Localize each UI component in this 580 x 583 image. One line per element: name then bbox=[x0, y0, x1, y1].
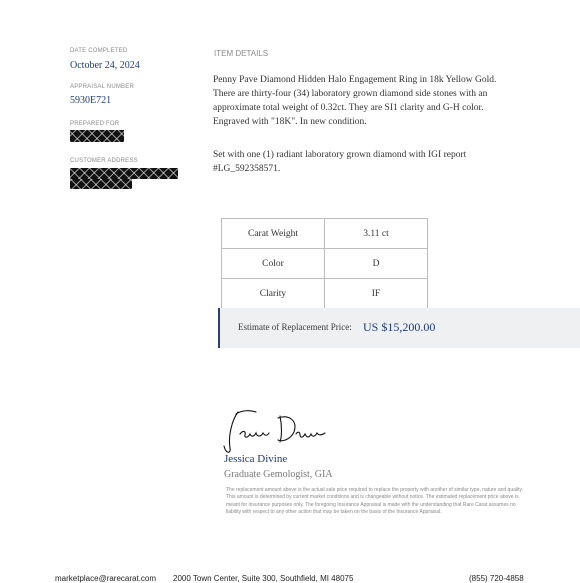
spec-label: Color bbox=[222, 249, 325, 279]
estimate-value: US $15,200.00 bbox=[363, 320, 436, 334]
footer-address: 2000 Town Center, Suite 300, Southfield, MI 48075 bbox=[173, 574, 354, 583]
spec-value: 3.11 ct bbox=[325, 219, 428, 249]
table-row bbox=[222, 219, 428, 249]
appraisal-number-value: 5930E721 bbox=[70, 95, 112, 106]
disclaimer-text: The replacement amount above is the actual sale price required to replace the property with another of similar type, nature and quality. This amount is determined by current market conditions and is changeable without notice. The estimated replacement price above is meant for insurance purposes only. The foregoing Insurance Appraisal is made with the understanding that Rare Carat assumes no liability with respect to any other action that may be taken on the basis of the Insurance Appraisal. bbox=[226, 487, 524, 516]
table-row bbox=[222, 279, 428, 309]
appraisal-number-label: APPRAISAL NUMBER bbox=[70, 84, 134, 90]
item-center-stone: Set with one (1) radiant laboratory grown diamond with IGI report #LG_592358571. bbox=[213, 150, 467, 174]
date-completed-label: DATE COMPLETED bbox=[70, 48, 128, 54]
customer-address-label: CUSTOMER ADDRESS bbox=[70, 158, 138, 164]
estimate-label: Estimate of Replacement Price: bbox=[238, 322, 352, 332]
signature-image bbox=[222, 406, 332, 456]
signer-title: Graduate Gemologist, GIA bbox=[224, 469, 333, 480]
footer-phone[interactable]: (855) 720-4858 bbox=[469, 574, 524, 583]
estimate-box bbox=[218, 308, 580, 348]
prepared-for-redacted bbox=[70, 130, 124, 142]
spec-value: D bbox=[325, 249, 428, 279]
signer-name: Jessica Divine bbox=[224, 453, 288, 465]
spec-label: Clarity bbox=[222, 279, 325, 309]
customer-address-redacted-line2 bbox=[70, 179, 132, 189]
table-row bbox=[222, 249, 428, 279]
date-completed-value: October 24, 2024 bbox=[70, 60, 140, 71]
footer-email[interactable]: marketplace@rarecarat.com bbox=[55, 574, 157, 583]
spec-value: IF bbox=[325, 279, 428, 309]
spec-label: Carat Weight bbox=[222, 219, 325, 249]
item-details-title: ITEM DETAILS bbox=[214, 49, 269, 58]
prepared-for-label: PREPARED FOR bbox=[70, 121, 120, 127]
item-description: Penny Pave Diamond Hidden Halo Engagement Ring in 18k Yellow Gold. There are thirty-four (34) laboratory grown diamond side stones with an approximate total weight of 0.32ct. They are SI1 clarity and G-H color. Engraved with "18K". In new condition. bbox=[213, 75, 497, 127]
specs-table bbox=[221, 218, 428, 309]
customer-address-redacted-line1 bbox=[70, 168, 178, 179]
